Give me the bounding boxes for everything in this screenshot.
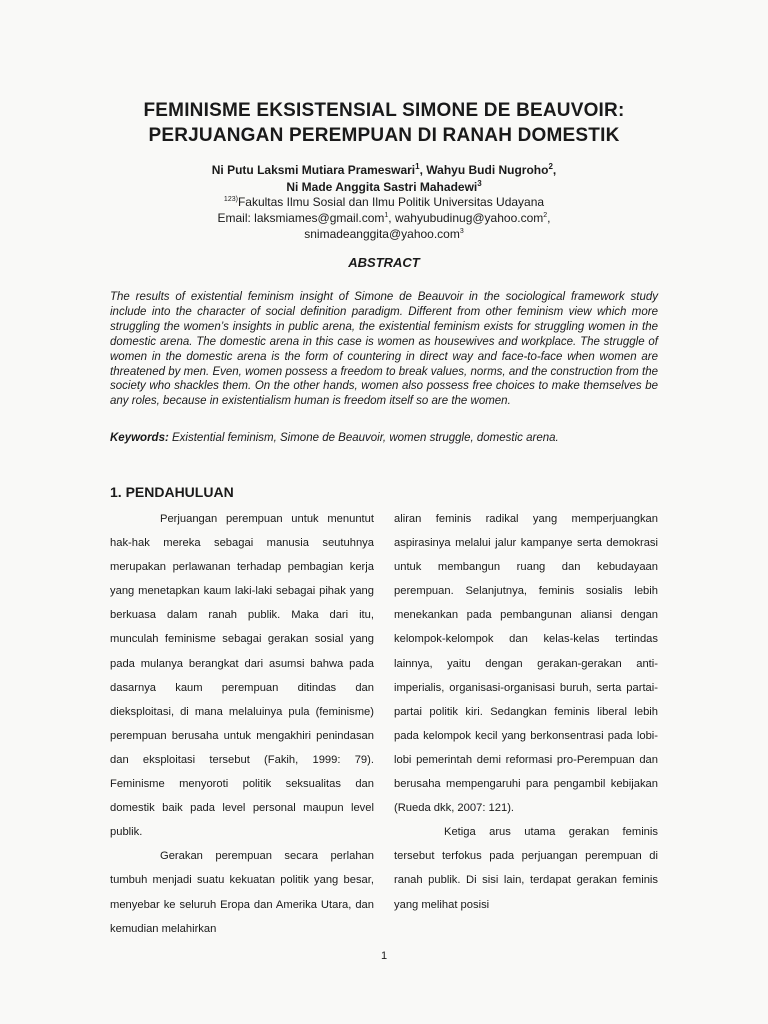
authors	[0, 162, 768, 196]
body-column-right	[394, 507, 658, 917]
section-heading: 1. PENDAHULUAN	[110, 484, 234, 500]
author-1: Ni Putu Laksmi Mutiara Prameswari	[211, 163, 416, 177]
email-1[interactable]: laksmiames@gmail.com	[254, 211, 385, 225]
affiliation-text: Fakultas Ilmu Sosial dan Ilmu Politik Universitas Udayana	[237, 195, 545, 209]
email-label: Email:	[217, 211, 255, 225]
abstract-text: The results of existential feminism insight of Simone de Beauvoir in the sociological framework study include into the character of social definition paradigm. Different from other feminism view which more struggling the women’s insights in public arena, the existential feminism exists for struggling women in the domestic arena. The domestic arena in this case is women as housewives and workplace. The struggle of women in the domestic arena is the form of countering in direct way and face-to-face when women are threatened by men. Even, women possess a freedom to break values, norms, and the construction from the society who shackles them. On the other hands, women also possess free choices to make themselves be any roles, because in existentialism human is freedom itself so are the women.	[110, 291, 658, 408]
author-2-sup: 2	[548, 162, 553, 171]
paragraph: Gerakan perempuan secara perlahan tumbuh menjadi suatu kekuatan politik yang besar, menyebar ke seluruh Eropa dan Amerika Utara, dan kemudian melahirkan	[110, 850, 374, 935]
keywords-text: Existential feminism, Simone de Beauvoir, women struggle, domestic arena.	[172, 432, 559, 444]
email-2-sup: 2	[543, 212, 548, 219]
email-line: Email: laksmiames@gmail.com$^1$, wahyubudinug@yahoo.com$^2$,	[217, 211, 551, 225]
page-number: 1	[380, 950, 388, 962]
paper-title	[0, 98, 768, 148]
author-line-1: Ni Putu Laksmi Mutiara Prameswari$^1$, Wahyu Budi Nugroho$^2$,	[211, 162, 557, 177]
author-1-sup: 1	[415, 162, 420, 171]
author-3-sup: 3	[477, 179, 482, 188]
keywords	[110, 431, 658, 446]
email-3-sup: 3	[459, 228, 464, 235]
abstract-heading: ABSTRACT	[348, 255, 420, 270]
paragraph: Ketiga arus utama gerakan feminis tersebut terfokus pada perjuangan perempuan di ranah publik. Di sisi lain, terdapat gerakan feminis yang melihat posisi	[394, 826, 658, 911]
email-3[interactable]: snimadeanggita@yahoo.com	[304, 227, 460, 241]
title-line-1: FEMINISME EKSISTENSIAL SIMONE DE BEAUVOIR:	[143, 100, 625, 121]
author-3: Ni Made Anggita Sastri Mahadewi	[286, 180, 478, 194]
author-2: Wahyu Budi Nugroho	[426, 163, 549, 177]
email-2[interactable]: wahyubudinug@yahoo.com	[394, 211, 544, 225]
title-line-2: PERJUANGAN PEREMPUAN DI RANAH DOMESTIK	[148, 125, 620, 146]
affiliation	[0, 194, 768, 242]
email-line-2	[0, 226, 768, 242]
affiliation-line	[0, 194, 768, 210]
affiliation-sup: 123)	[223, 196, 238, 203]
paragraph: Perjuangan perempuan untuk menuntut hak-hak mereka sebagai manusia seutuhnya merupakan perlawanan terhadap pembagian kerja yang menetapkan kaum laki-laki sebagai pihak yang berkuasa dalam ranah publik. Maka dari itu, munculah feminisme sebagai gerakan sosial yang pada mulanya berangkat dari asumsi bahwa pada dasarnya kaum perempuan ditindas dan dieksploitasi, di mana melaluinya pula (feminisme) perempuan berusaha untuk mengakhiri penindasan dan eksploitasi tersebut (Fakih, 1999: 79). Feminisme menyoroti politik seksualitas dan domestik baik pada level personal maupun level publik.	[110, 513, 374, 839]
paragraph: aliran feminis radikal yang memperjuangkan aspirasinya melalui jalur kampanye serta demokrasi untuk membangun ruang dan kebudayaan perempuan. Selanjutnya, feminis sosialis lebih menekankan pada pembangunan aliansi dengan kelompok-kelompok dan kelas-kelas tertindas lainnya, yaitu dengan gerakan-gerakan anti-imperialis, organisasi-organisasi buruh, serta partai-partai politik kiri. Sedangkan feminis liberal lebih pada kelompok kecil yang berkonsentrasi pada lobi-lobi pemerintah demi reformasi pro-Perempuan dan berusaha mempengaruhi para pengambil kebijakan (Rueda dkk, 2007: 121).	[394, 513, 658, 815]
keywords-label: Keywords:	[110, 432, 169, 444]
body-column-left	[110, 507, 374, 941]
email-1-sup: 1	[384, 212, 389, 219]
